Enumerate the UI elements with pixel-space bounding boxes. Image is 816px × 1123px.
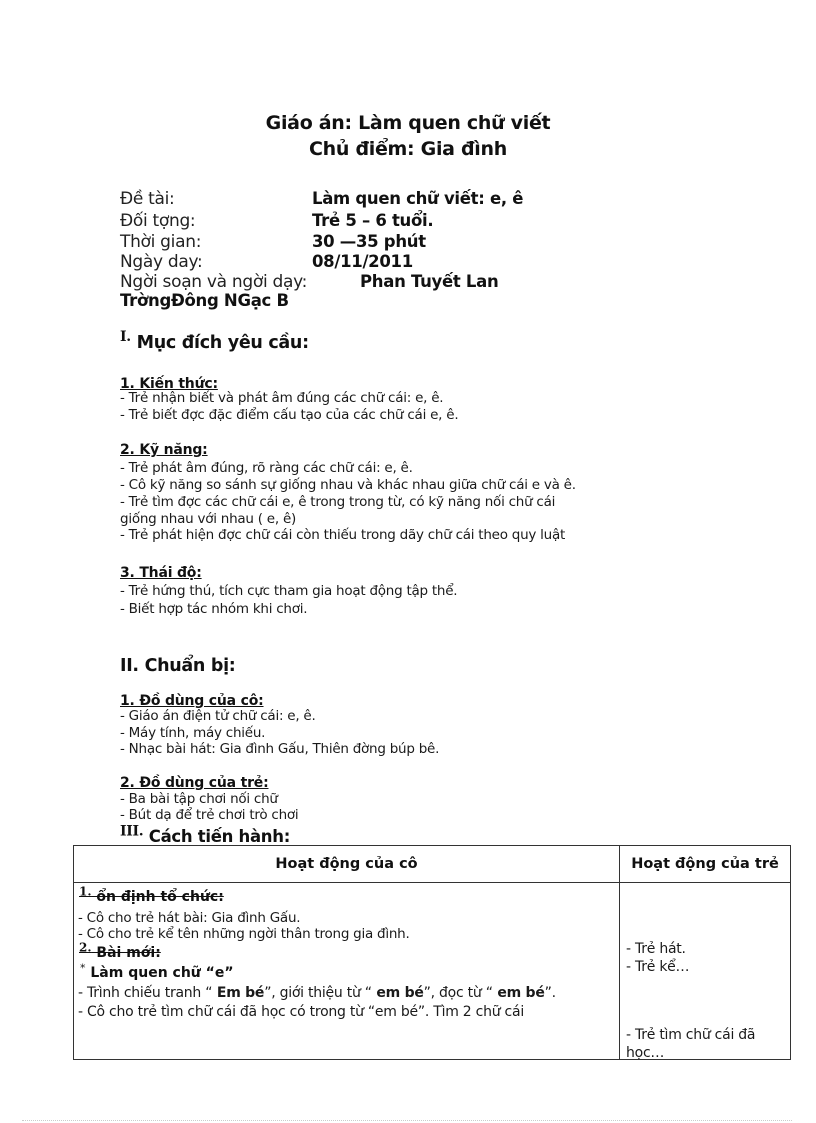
title-line-2: Chủ điểm: Gia đình [309,138,507,160]
section-1-numeral: I. [120,329,131,346]
section-1-title: Mục đích yêu cầu: [136,333,309,353]
child-activity-line: học… [626,1045,665,1059]
attitude-line: - Trẻ hứng thú, tích cực tham gia hoạt động tập thể. [120,583,458,599]
teacher-supplies-line: - Nhạc bài hát: Gia đình Gấu, Thiên đờng búp bê. [120,741,440,757]
child-supplies-line: - Ba bài tập chơi nối chữ [120,791,278,807]
step-2-number: 2. [79,940,92,955]
table-row [74,883,791,1060]
author-value: Phan Tuyết Lan [360,272,499,291]
child-activity-line: - Trẻ kể… [626,959,690,975]
skills-line: giống nhau với nhau ( e, ê) [120,511,297,527]
section-2-heading: II. Chuẩn bị: [120,656,236,676]
teacher-supplies-heading: 1. Đồ dùng của cô: [120,693,264,709]
audience-label: Đối tợng: [120,211,196,231]
title-line-1: Giáo án: Làm quen chữ viết [265,112,551,134]
section-3-heading [120,823,290,846]
step-1-heading [79,884,224,905]
step-1-line: - Cô cho trẻ kể tên những ngời thân trong gia đình. [78,926,410,942]
child-activity-cell [620,883,791,1060]
step-2-heading [79,940,161,961]
bold-word: em bé [492,985,545,1001]
child-activity-line: - Trẻ hát. [626,941,686,957]
child-supplies-heading: 2. Đồ dùng của trẻ: [120,775,269,791]
page-bottom-divider [22,1120,792,1121]
activity-table [73,845,791,1060]
header-teacher-activity: Hoạt động của cô [74,846,620,883]
teacher-supplies-line: - Máy tính, máy chiếu. [120,725,266,741]
teacher-activity-cell [74,883,620,1060]
date-value: 08/11/2011 [312,252,413,271]
text-part: ”, đọc từ “ [423,985,493,1001]
text-part: ”, giới thiệu từ “ [264,985,372,1001]
school-name: TrờngĐông NGạc B [120,291,289,310]
attitude-line: - Biết hợp tác nhóm khi chơi. [120,601,308,617]
step-1-title: ổn định tổ chức: [91,889,224,905]
duration-value: 30 —35 phút [312,232,426,251]
topic-label: Đề tài: [120,189,175,209]
skills-line: - Cô kỹ năng so sánh sự giống nhau và khác nhau giữa chữ cái e và ê. [120,477,576,493]
step-2-title: Bài mới: [91,945,161,961]
attitude-heading: 3. Thái độ: [120,565,202,581]
skills-line: - Trẻ tìm đợc các chữ cái e, ê trong trong từ, có kỹ năng nối chữ cái [120,494,556,510]
intro-star: * [80,961,86,975]
bold-word: em bé [371,985,424,1001]
header-child-activity: Hoạt động của trẻ [620,846,791,883]
child-supplies-line: - Bút dạ để trẻ chơi trò chơi [120,807,299,823]
text-part: - Trình chiếu tranh “ [78,985,213,1001]
author-label: Ngời soạn và ngời dạy: [120,272,308,292]
section-1-heading [120,329,309,353]
step-1-number: 1. [79,884,92,899]
intro-text: Làm quen chữ “e” [85,965,234,981]
child-activity-line: - Trẻ tìm chữ cái đã [626,1027,756,1043]
section-3-title: Cách tiến hành: [148,827,290,846]
activity-line-picture [78,985,556,1001]
section-3-numeral: III. [120,823,144,840]
activity-line-find: - Cô cho trẻ tìm chữ cái đã học có trong từ “em bé”. Tìm 2 chữ cái [78,1004,524,1020]
step-1-line: - Cô cho trẻ hát bài: Gia đình Gấu. [78,910,301,926]
knowledge-heading: 1. Kiến thức: [120,376,218,392]
table-header-row [74,846,791,883]
intro-letter-e [80,961,234,981]
topic-value: Làm quen chữ viết: e, ê [312,189,524,208]
knowledge-line: - Trẻ nhận biết và phát âm đúng các chữ cái: e, ê. [120,390,444,406]
audience-value: Trẻ 5 – 6 tuổi. [312,211,434,230]
skills-heading: 2. Kỹ năng: [120,442,208,458]
date-label: Ngày day: [120,252,203,272]
skills-line: - Trẻ phát âm đúng, rõ ràng các chữ cái: e, ê. [120,460,413,476]
bold-word: Em bé [212,985,265,1001]
text-part: ”. [544,985,556,1001]
teacher-supplies-line: - Giáo án điện tử chữ cái: e, ê. [120,708,316,724]
knowledge-line: - Trẻ biết đợc đặc điểm cấu tạo của các chữ cái e, ê. [120,407,459,423]
duration-label: Thời gian: [120,232,202,252]
skills-line: - Trẻ phát hiện đợc chữ cái còn thiếu trong dãy chữ cái theo quy luật [120,527,566,543]
